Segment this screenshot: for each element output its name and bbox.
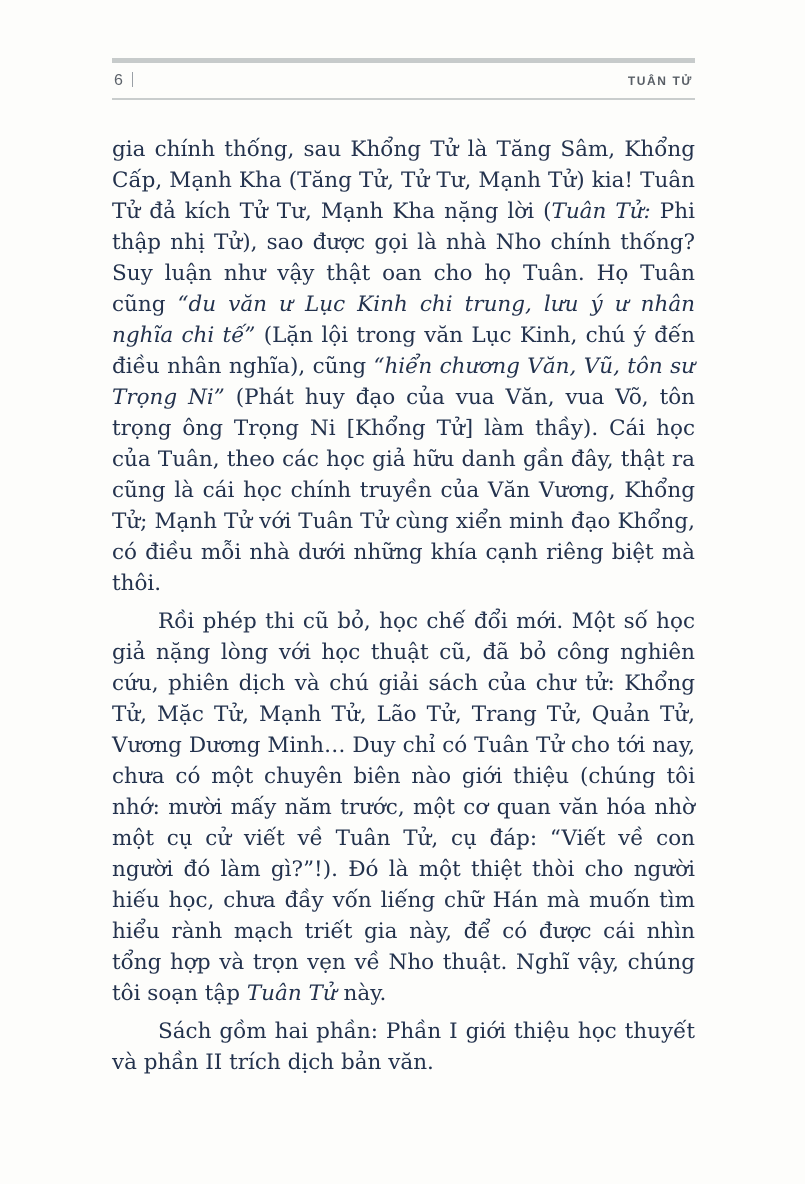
page-header [112, 58, 695, 100]
text-segment: (Phát huy đạo của vua Văn, vua Võ, tôn trọng ông Trọng Ni [Khổng Tử] làm thầy). Cái học của Tuân, theo các học giả hữu danh gần đây, thật ra cũng là cái học chính truyền của Văn Vương, Khổng Tử; Mạnh Tử với Tuân Tử cùng xiển minh đạo Khổng, có điều mỗi nhà dưới những khía cạnh riêng biệt mà thôi. [112, 385, 696, 596]
header-divider [132, 72, 133, 87]
body-text [112, 134, 695, 1078]
running-title: TUÂN TỬ [627, 74, 693, 88]
text-segment-italic: “du văn ư Lục Kinh chi trung, lưu ý ư nhân nghĩa chi tế” [112, 292, 695, 348]
page-number: 6 [114, 72, 124, 89]
page-number-group [114, 70, 133, 90]
text-segment: Sách gồm hai phần: Phần I giới thiệu học thuyết và phần II trích dịch bản văn. [112, 1019, 695, 1075]
text-segment: gia chính thống, sau Khổng Tử là Tăng Sâm, Khổng Cấp, Mạnh Kha (Tăng Tử, Tử Tư, Mạnh Tử) kia! Tuân Tử đả kích Tử Tư, Mạnh Kha nặng lời ( [112, 137, 695, 224]
paragraph [112, 606, 695, 1009]
text-segment-italic: Tuân Tử [246, 981, 337, 1006]
text-segment-italic: “hiển chương Văn, Vũ, tôn sư Trọng Ni” [112, 354, 695, 410]
paragraph [112, 1016, 695, 1078]
page-content [112, 58, 695, 1085]
text-segment: này. [336, 981, 387, 1006]
text-segment: Phi thập nhị Tử), sao được gọi là nhà Nho chính thống? Suy luận như vậy thật oan cho họ Tuân. Họ Tuân cũng [112, 199, 695, 317]
paragraph [112, 134, 695, 599]
text-segment: (Lặn lội trong văn Lục Kinh, chú ý đến điều nhân nghĩa), cũng [112, 323, 695, 379]
text-segment-italic: Tuân Tử: [551, 199, 651, 224]
text-segment: Rồi phép thi cũ bỏ, học chế đổi mới. Một số học giả nặng lòng với học thuật cũ, đã bỏ công nghiên cứu, phiên dịch và chú giải sách của chư tử: Khổng Tử, Mặc Tử, Mạnh Tử, Lão Tử, Trang Tử, Quản Tử, Vương Dương Minh… Duy chỉ có Tuân Tử cho tới nay, chưa có một chuyên biên nào giới thiệu (chúng tôi nhớ: mười mấy năm trước, một cơ quan văn hóa nhờ một cụ cử viết về Tuân Tử, cụ đáp: “Viết về con người đó làm gì?”!). Đó là một thiệt thòi cho người hiếu học, chưa đầy vốn liếng chữ Hán mà muốn tìm hiểu rành mạch triết gia này, để có được cái nhìn tổng hợp và trọn vẹn về Nho thuật. Nghĩ vậy, chúng tôi soạn tập [112, 609, 695, 1006]
